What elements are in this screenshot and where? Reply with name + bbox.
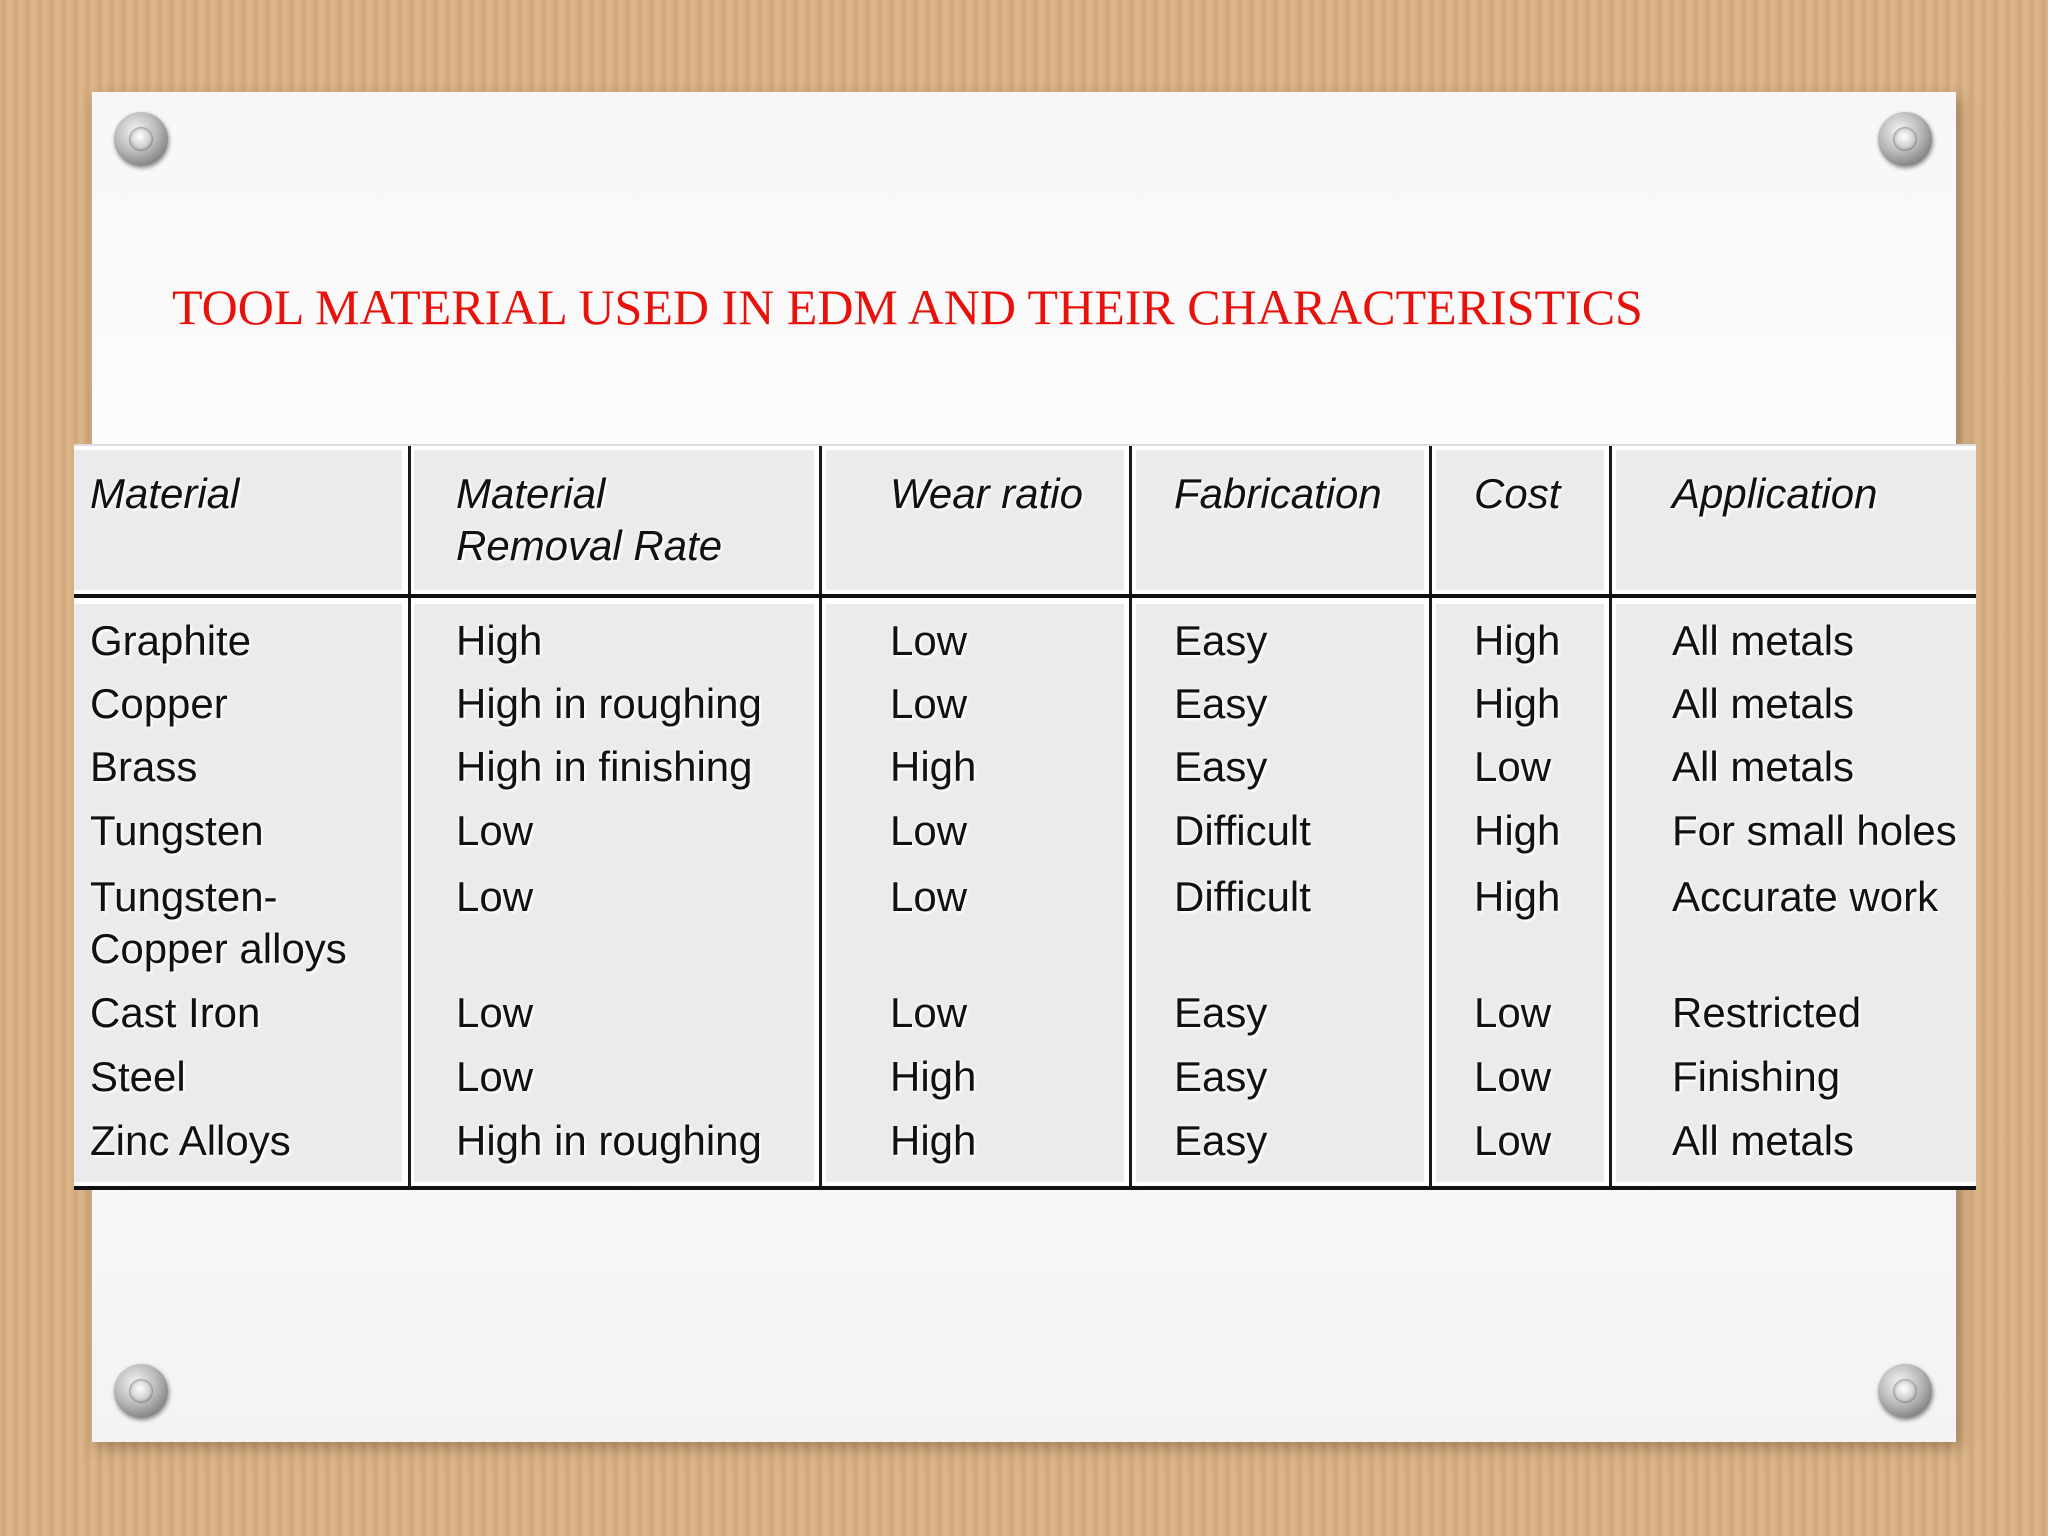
cell-cost: High (1474, 680, 1561, 727)
slide-title: TOOL MATERIAL USED IN EDM AND THEIR CHARACTERISTICS (172, 279, 1643, 335)
header-application: Application (1672, 470, 1878, 517)
cell-application: All metals (1672, 680, 1855, 727)
cell-application: Finishing (1672, 1053, 1841, 1100)
cell-cost: Low (1474, 989, 1552, 1036)
cell-wear: High (890, 1053, 977, 1100)
cell-fabrication: Easy (1174, 617, 1268, 664)
cell-mrr: Low (456, 989, 534, 1036)
cell-material: Copper (90, 680, 228, 727)
cell-application: Accurate work (1672, 873, 1939, 920)
cell-material: Graphite (90, 617, 252, 664)
header-fabrication: Fabrication (1174, 470, 1382, 517)
cell-cost: High (1474, 873, 1561, 920)
cell-material: Zinc Alloys (90, 1117, 291, 1164)
cell-wear: Low (890, 989, 968, 1036)
header-material: Material (90, 470, 240, 517)
cell-material: Steel (90, 1053, 186, 1100)
cell-cost: Low (1474, 1117, 1552, 1164)
cell-cost: High (1474, 807, 1561, 854)
cell-cost: Low (1474, 743, 1552, 790)
cell-material: Brass (90, 743, 198, 790)
cell-fabrication: Easy (1174, 1117, 1268, 1164)
pushpin-icon (1878, 112, 1932, 166)
cell-application: All metals (1672, 743, 1855, 790)
cell-fabrication: Easy (1174, 989, 1268, 1036)
cell-mrr: Low (456, 807, 534, 854)
cell-application: All metals (1672, 617, 1855, 664)
cell-fabrication: Easy (1174, 743, 1268, 790)
header-wear-ratio: Wear ratio (890, 470, 1083, 517)
header-divider (74, 594, 1976, 598)
cell-application: For small holes (1672, 807, 1957, 854)
header-mrr-line2: Removal Rate (456, 522, 723, 569)
cell-application: All metals (1672, 1117, 1855, 1164)
pushpin-icon (114, 1364, 168, 1418)
pushpin-icon (1878, 1364, 1932, 1418)
cell-mrr: High in roughing (456, 680, 762, 727)
characteristics-table (74, 444, 1976, 1190)
cell-fabrication: Easy (1174, 680, 1268, 727)
cell-wear: High (890, 1117, 977, 1164)
column-divider (1429, 446, 1432, 1186)
cell-material: Tungsten- (90, 873, 278, 920)
cell-material: Tungsten (90, 807, 264, 854)
cell-mrr: High in roughing (456, 1117, 762, 1164)
cell-mrr: Low (456, 1053, 534, 1100)
cell-fabrication: Difficult (1174, 873, 1311, 920)
cell-wear: High (890, 743, 977, 790)
cell-mrr: High (456, 617, 543, 664)
header-mrr-line1: Material (456, 470, 606, 517)
pushpin-icon (114, 112, 168, 166)
column-divider (819, 446, 822, 1186)
cell-wear: Low (890, 617, 968, 664)
cell-mrr: High in finishing (456, 743, 753, 790)
header-cost: Cost (1474, 470, 1561, 517)
cell-material: Copper alloys (90, 925, 347, 972)
cell-cost: High (1474, 617, 1561, 664)
cell-cost: Low (1474, 1053, 1552, 1100)
column-divider (1129, 446, 1132, 1186)
cell-wear: Low (890, 807, 968, 854)
cell-material: Cast Iron (90, 989, 261, 1036)
column-divider (408, 446, 411, 1186)
cell-wear: Low (890, 680, 968, 727)
cell-wear: Low (890, 873, 968, 920)
cell-fabrication: Difficult (1174, 807, 1311, 854)
cell-mrr: Low (456, 873, 534, 920)
column-divider (1609, 446, 1612, 1186)
cell-fabrication: Easy (1174, 1053, 1268, 1100)
cell-application: Restricted (1672, 989, 1862, 1036)
